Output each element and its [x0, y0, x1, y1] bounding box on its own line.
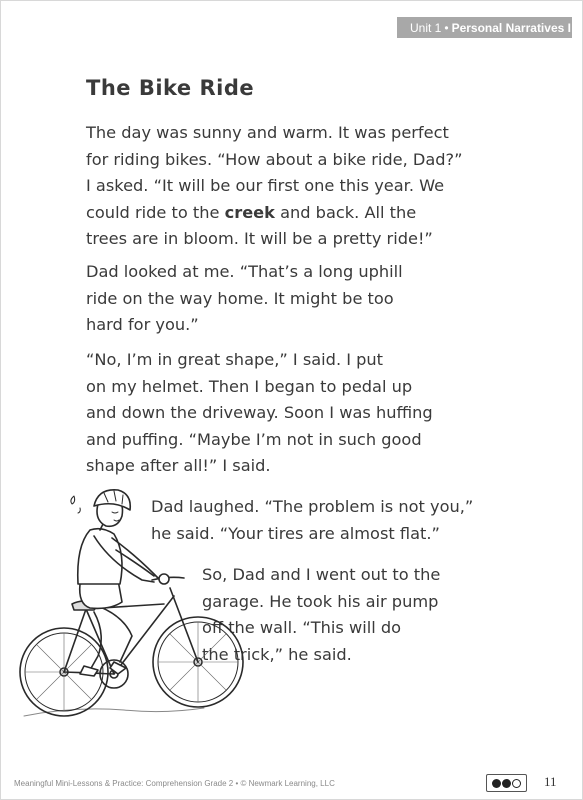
footer-credit: Meaningful Mini-Lessons & Practice: Comprehension Grade 2 • © Newmark Learning, LLC: [14, 779, 335, 788]
paragraph-line: off the wall. “This will do: [202, 618, 402, 638]
paragraph-line: on my helmet. Then I began to pedal up: [86, 376, 413, 396]
paragraph-line: he said. “Your tires are almost flat.”: [151, 523, 440, 543]
story-paragraph-2: [86, 259, 403, 339]
vocabulary-word: creek: [224, 202, 275, 222]
level-dot-empty: [512, 779, 521, 788]
paragraph-line: Dad looked at me. “That’s a long uphill: [86, 262, 403, 281]
story-paragraph-3: [86, 347, 433, 480]
unit-header-band: [397, 17, 572, 38]
unit-label: Unit 1: [410, 20, 442, 35]
paragraph-line: garage. He took his air pump: [202, 591, 439, 611]
paragraph-line: I asked. “It will be our first one this year. We: [86, 176, 445, 196]
paragraph-line: shape after all!” I said.: [86, 456, 271, 476]
unit-topic: Personal Narratives I: [451, 20, 571, 35]
page-number: 11: [544, 774, 557, 789]
paragraph-line: and puffing. “Maybe I’m not in such good: [86, 429, 422, 449]
line-segment: could ride to the: [86, 202, 225, 222]
paragraph-line: “No, I’m in great shape,” I said. I put: [86, 350, 384, 369]
paragraph-line: [86, 200, 463, 227]
story-paragraph-1: [86, 120, 463, 253]
paragraph-line: ride on the way home. It might be too: [86, 288, 394, 308]
level-dot-filled: [502, 779, 511, 788]
paragraph-line: The day was sunny and warm. It was perfect: [86, 123, 449, 142]
level-dot-filled: [492, 779, 501, 788]
paragraph-line: trees are in bloom. It will be a pretty ride!”: [86, 229, 433, 249]
line-segment: and back. All the: [274, 202, 417, 222]
paragraph-line: Dad laughed. “The problem is not you,”: [151, 497, 474, 516]
paragraph-line: the trick,” he said.: [202, 644, 352, 664]
paragraph-line: for riding bikes. “How about a bike ride, Dad?”: [86, 149, 463, 169]
story-title: The Bike Ride: [86, 76, 255, 100]
child-riding-bicycle-icon: [14, 484, 249, 732]
unit-separator: •: [444, 20, 449, 35]
paragraph-line: hard for you.”: [86, 315, 199, 335]
paragraph-line: and down the driveway. Soon I was huffing: [86, 403, 433, 423]
level-indicator: [486, 774, 527, 792]
paragraph-line: So, Dad and I went out to the: [202, 565, 441, 584]
